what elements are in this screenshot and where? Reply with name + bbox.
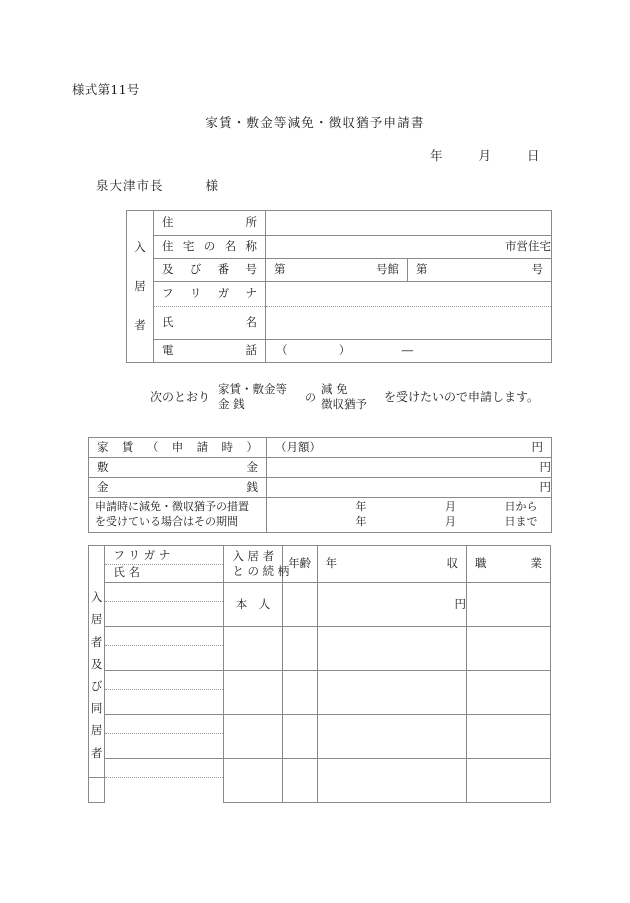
member-relation-cell[interactable] xyxy=(224,627,282,671)
table-row xyxy=(89,759,551,778)
lbl-char: 話 xyxy=(245,343,257,358)
table-row xyxy=(127,259,552,282)
period-label-cell xyxy=(89,498,267,533)
member-income-cell[interactable] xyxy=(317,715,466,759)
rent-value-cell[interactable] xyxy=(267,438,552,458)
lbl-char: 金 xyxy=(246,459,258,474)
member-occupation-cell[interactable] xyxy=(466,671,550,715)
vert-char: び xyxy=(90,679,103,693)
vert-char: 居 xyxy=(90,612,103,627)
lbl-char: ガ xyxy=(143,548,156,563)
name-label xyxy=(154,316,265,329)
member-furigana-cell[interactable] xyxy=(105,759,224,778)
vert-char: 入 xyxy=(90,590,103,605)
member-name-cell[interactable] xyxy=(105,734,224,759)
name-header xyxy=(105,565,223,580)
member-age-cell[interactable] xyxy=(282,627,317,671)
lbl-char: 家 xyxy=(97,439,109,454)
date-year-label: 年 xyxy=(430,148,443,163)
address-label xyxy=(154,216,265,229)
table-row xyxy=(89,458,552,478)
rent-monthly-label: （月額） xyxy=(275,439,321,454)
address-input-cell[interactable] xyxy=(266,211,552,236)
money-label xyxy=(89,481,266,494)
date-line xyxy=(430,146,539,164)
applicant-table xyxy=(126,210,552,363)
lbl-char: 名 xyxy=(245,315,257,330)
room-number-field xyxy=(408,263,551,276)
housing-number-label xyxy=(154,263,265,276)
lbl-char: 宅 xyxy=(182,239,195,254)
lbl-char: 申 xyxy=(171,439,184,454)
member-relation-cell[interactable] xyxy=(224,583,282,627)
member-name-cell[interactable] xyxy=(105,646,224,671)
tel-close-paren: ） xyxy=(338,343,351,358)
lbl-char: 続 xyxy=(262,564,275,578)
form-number: 様式第11号 xyxy=(72,82,140,97)
lbl-char: 収 xyxy=(446,556,458,571)
building-number-cell[interactable] xyxy=(266,259,408,282)
tel-field xyxy=(266,344,551,357)
period-to-row xyxy=(267,515,551,530)
lbl-char: 所 xyxy=(245,215,257,230)
table-row xyxy=(89,478,552,498)
lbl-char: ガ xyxy=(217,286,230,301)
lbl-char: 番 xyxy=(217,262,230,277)
money-value-cell[interactable] xyxy=(267,478,552,498)
lbl-char: の xyxy=(247,564,259,578)
furigana-label xyxy=(154,287,265,300)
vert-char: 同 xyxy=(90,701,103,716)
member-furigana-cell[interactable] xyxy=(105,671,224,690)
vert-char: 入 xyxy=(134,239,146,254)
table-row xyxy=(89,498,552,533)
member-relation-cell[interactable] xyxy=(224,759,282,803)
table-row xyxy=(89,627,551,646)
rent-label xyxy=(89,441,266,454)
date-month-label: 月 xyxy=(478,148,491,163)
deposit-value-cell[interactable] xyxy=(267,458,552,478)
member-relation-text: 本 人 xyxy=(235,596,271,611)
lbl-char: 職 xyxy=(474,556,487,571)
lbl-char: の xyxy=(203,239,216,254)
name-header-stack xyxy=(105,548,223,579)
member-furigana-cell[interactable] xyxy=(105,583,224,602)
lbl-char: （ xyxy=(146,439,159,454)
member-age-cell[interactable] xyxy=(282,671,317,715)
lbl-char: 入 xyxy=(232,548,244,563)
lbl-char: 住 xyxy=(162,239,174,254)
member-income-cell[interactable] xyxy=(317,583,466,627)
municipal-housing-text: 市営住宅 xyxy=(505,239,551,254)
deposit-label-cell xyxy=(89,458,267,478)
period-label-line-2: を受けている場合はその期間 xyxy=(95,515,238,528)
table-row xyxy=(127,340,552,363)
building-number-field xyxy=(266,263,407,276)
housing-name-label xyxy=(154,240,265,253)
table-row xyxy=(127,282,552,307)
statement-sentence xyxy=(150,382,539,411)
money-label-cell xyxy=(89,478,267,498)
vert-char: 者 xyxy=(90,634,103,649)
lbl-char: 者 xyxy=(262,548,275,563)
table-row xyxy=(89,671,551,690)
table-row xyxy=(127,307,552,340)
lbl-char: 柄 xyxy=(277,564,290,578)
lbl-char: 請 xyxy=(196,439,209,454)
member-occupation-cell[interactable] xyxy=(466,627,550,671)
room-number-cell[interactable] xyxy=(408,259,552,282)
lbl-char: 名 xyxy=(128,564,140,579)
tel-label xyxy=(154,344,265,357)
member-age-cell[interactable] xyxy=(282,583,317,627)
lbl-char: 住 xyxy=(162,215,174,230)
lbl-char: 電 xyxy=(162,343,174,358)
deposit-unit: 円 xyxy=(539,459,551,474)
member-name-cell[interactable] xyxy=(105,690,224,715)
tel-label-cell xyxy=(154,340,266,363)
room-prefix: 第 xyxy=(416,262,428,277)
tel-input-cell[interactable] xyxy=(266,340,552,363)
tel-dash: ― xyxy=(401,343,414,358)
period-from-row xyxy=(267,500,551,515)
municipal-housing-cell[interactable] xyxy=(266,236,552,259)
age-header: 年齢 xyxy=(288,556,312,571)
lbl-char: ） xyxy=(246,439,258,454)
table-row xyxy=(89,715,551,734)
statement-prefix: 次のとおり xyxy=(150,390,211,405)
action-line-2: 徴収猶予 xyxy=(321,396,368,411)
vert-char: 者 xyxy=(90,745,103,760)
furigana-label-cell xyxy=(154,282,266,307)
member-occupation-cell[interactable] xyxy=(466,759,550,803)
action-line-1 xyxy=(321,382,377,397)
member-income-cell[interactable] xyxy=(317,627,466,671)
furigana-input-cell[interactable] xyxy=(266,282,552,307)
table-row xyxy=(89,438,552,458)
amounts-table xyxy=(88,437,552,533)
furigana-header xyxy=(105,548,223,564)
member-age-cell[interactable] xyxy=(282,759,317,803)
relation-header-line-1 xyxy=(224,549,281,564)
period-to-day: 日まで xyxy=(504,515,538,528)
member-age-cell[interactable] xyxy=(282,715,317,759)
lbl-char: 金 xyxy=(218,396,230,411)
name-input-cell[interactable] xyxy=(266,307,552,340)
deposit-label xyxy=(89,461,266,474)
lbl-char: ナ xyxy=(158,548,171,563)
member-occupation-cell[interactable] xyxy=(466,715,550,759)
lbl-char: 賃 xyxy=(121,439,134,454)
lbl-char: リ xyxy=(128,548,140,563)
statement-suffix: を受けたいので申請します。 xyxy=(384,390,540,405)
lbl-char: 号 xyxy=(245,262,257,277)
vert-char: 者 xyxy=(134,318,146,333)
vert-char: 居 xyxy=(90,723,103,738)
occupation-header-cell xyxy=(466,546,550,583)
period-from-month: 月 xyxy=(445,500,456,514)
lbl-char: 時 xyxy=(221,439,234,454)
member-income-cell[interactable] xyxy=(317,759,466,803)
room-suffix: 号 xyxy=(531,262,543,277)
member-furigana-cell[interactable] xyxy=(105,715,224,734)
lbl-char: ナ xyxy=(245,286,257,301)
lbl-char: 年 xyxy=(325,556,338,571)
lbl-char: 金 xyxy=(97,479,109,494)
subject-line-2 xyxy=(218,397,300,412)
period-from-year: 年 xyxy=(355,500,367,514)
lbl-char: 氏 xyxy=(162,315,174,330)
relation-header-cell xyxy=(224,546,290,583)
lbl-char: 氏 xyxy=(113,564,125,579)
vert-char: 及 xyxy=(90,656,103,671)
subject-line-1: 家賃・敷金等 xyxy=(218,382,288,396)
lbl-char: 業 xyxy=(530,556,542,571)
period-label-line-1: 申請時に減免・徴収猶予の措置 xyxy=(95,500,249,514)
name-label-cell xyxy=(154,307,266,340)
member-relation-cell[interactable] xyxy=(224,671,282,715)
period-value-cell[interactable] xyxy=(267,498,552,533)
building-suffix: 号館 xyxy=(376,262,399,277)
address-label-cell xyxy=(154,211,266,236)
members-table xyxy=(88,545,551,803)
building-prefix: 第 xyxy=(274,262,286,277)
income-header-cell xyxy=(317,546,466,583)
date-day-label: 日 xyxy=(526,148,540,163)
relation-header-line-2 xyxy=(224,564,290,579)
lbl-char: 免 xyxy=(336,382,348,396)
lbl-char: 及 xyxy=(162,262,174,277)
lbl-char: 名 xyxy=(224,239,237,254)
member-occupation-cell[interactable] xyxy=(466,583,550,627)
addressee-honorific: 様 xyxy=(205,178,219,193)
housing-number-label-cell xyxy=(154,259,266,282)
addressee-name: 泉大津市長 xyxy=(96,178,164,193)
occupation-header xyxy=(467,557,550,570)
name-header-cell xyxy=(105,546,224,583)
rent-value-field xyxy=(267,441,551,454)
money-unit: 円 xyxy=(539,479,551,494)
member-income-unit: 円 xyxy=(454,596,466,611)
lbl-char: フ xyxy=(162,286,174,301)
rent-unit: 円 xyxy=(531,439,543,454)
document-title: 家賃・敷金等減免・徴収猶予申請書 xyxy=(205,115,425,130)
lbl-char: 居 xyxy=(247,548,259,563)
lbl-char: リ xyxy=(189,286,202,301)
lbl-char: 減 xyxy=(321,382,333,396)
statement-subject xyxy=(218,382,300,411)
table-row xyxy=(127,211,552,236)
period-from-day: 日から xyxy=(504,500,538,514)
housing-name-label-cell xyxy=(154,236,266,259)
relation-header-stack xyxy=(224,548,290,579)
lbl-char: 銭 xyxy=(233,396,245,411)
statement-particle: の xyxy=(305,390,317,404)
rent-label-cell xyxy=(89,438,267,458)
applicant-vertical-label xyxy=(127,211,154,363)
addressee xyxy=(96,176,218,194)
period-to-month: 月 xyxy=(445,515,456,528)
member-name-cell[interactable] xyxy=(105,602,224,627)
lbl-char: 称 xyxy=(245,239,257,254)
vert-char: 居 xyxy=(134,278,146,293)
period-to-year: 年 xyxy=(355,515,367,528)
member-name-cell[interactable] xyxy=(89,778,105,803)
member-relation-cell[interactable] xyxy=(224,715,282,759)
lbl-char: 銭 xyxy=(246,479,258,494)
table-row xyxy=(89,583,551,602)
lbl-char: び xyxy=(189,262,202,277)
lbl-char: と xyxy=(232,564,244,578)
members-vertical-label xyxy=(89,546,105,778)
member-furigana-cell[interactable] xyxy=(105,627,224,646)
statement-action xyxy=(321,382,377,411)
lbl-char: フ xyxy=(113,548,125,563)
table-row xyxy=(127,236,552,259)
tel-open-paren: （ xyxy=(276,343,288,358)
member-income-cell[interactable] xyxy=(317,671,466,715)
income-header xyxy=(318,557,466,570)
lbl-char: 敷 xyxy=(97,459,109,474)
